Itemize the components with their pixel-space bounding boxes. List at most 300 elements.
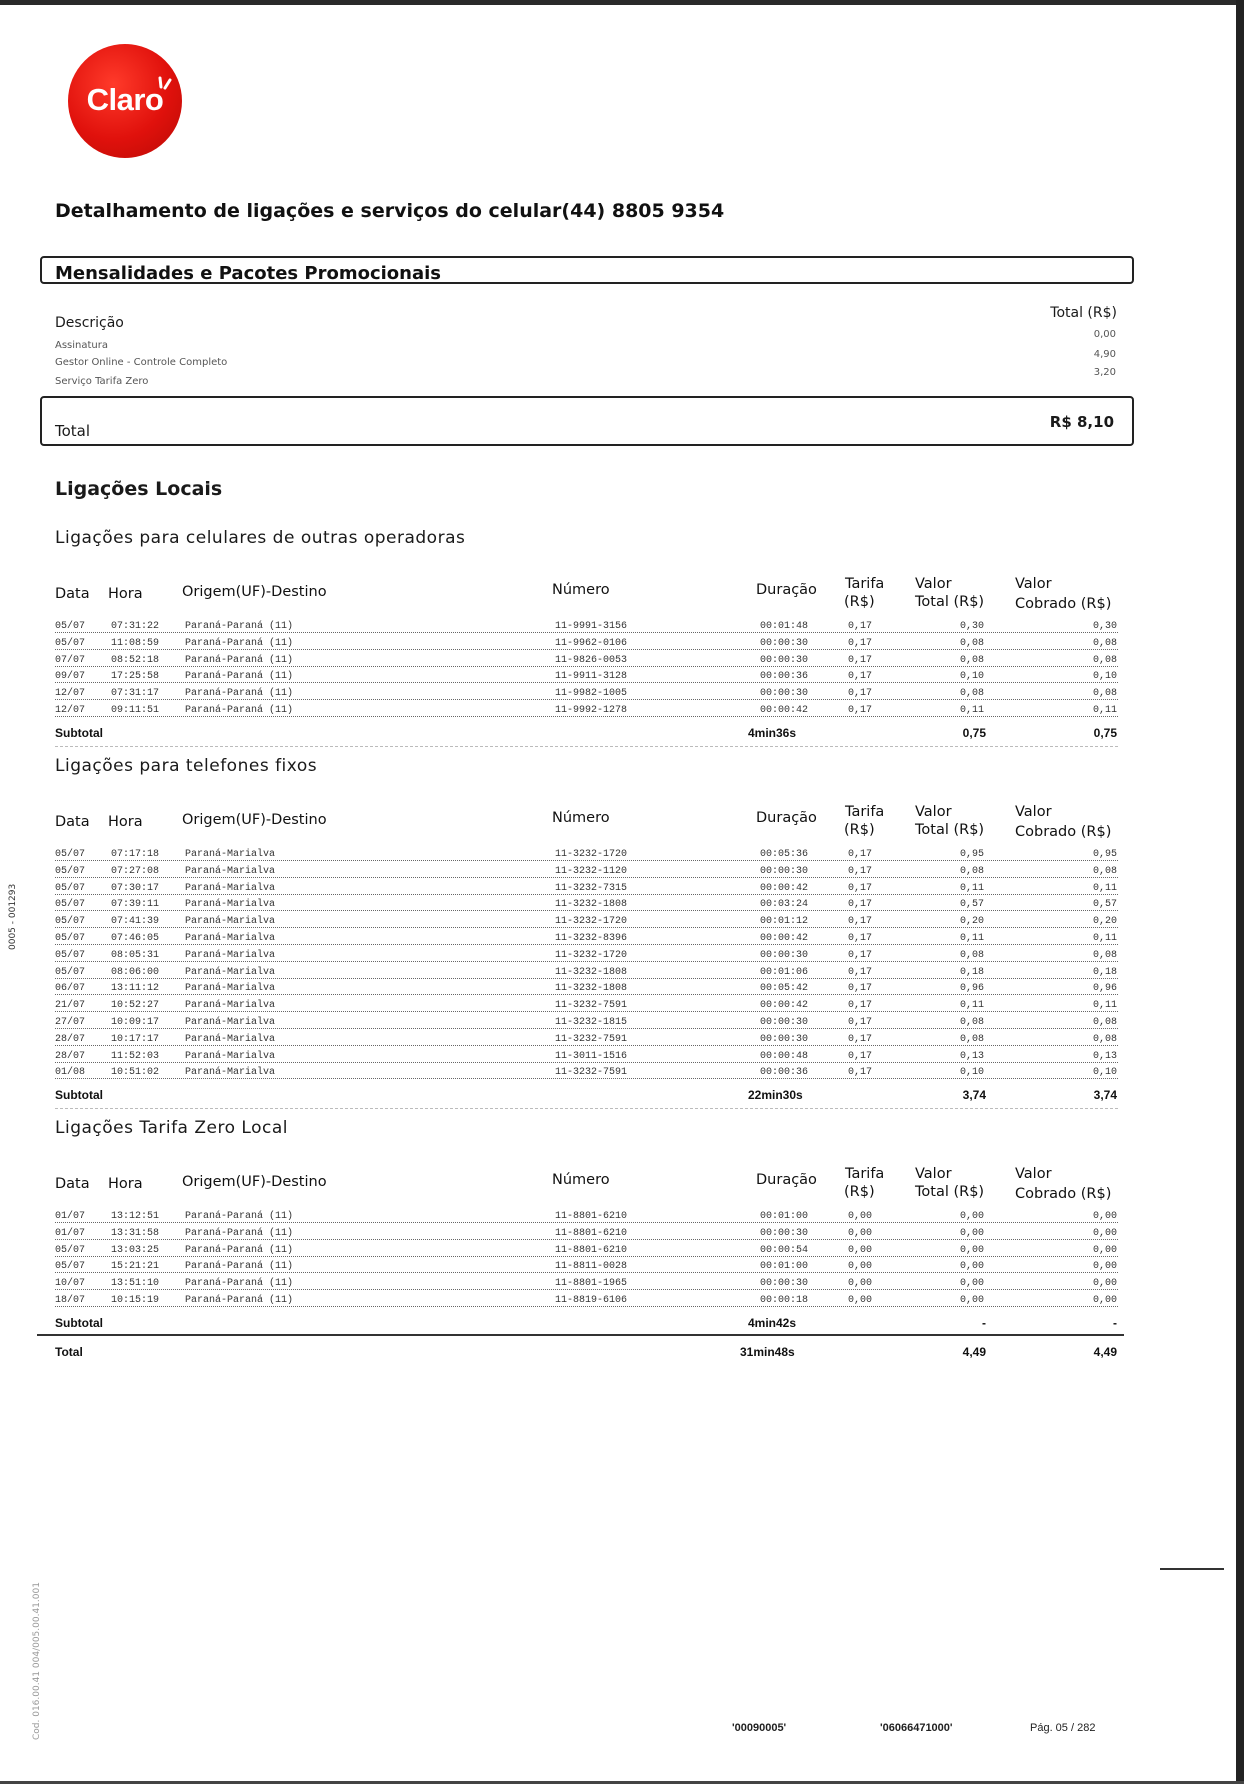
row-leader-line [55,649,1118,650]
cell-hora: 07:39:11 [108,899,162,910]
row-leader-line [55,632,1118,633]
cell-valor-cobrado: 0,08 [1078,1017,1117,1028]
cell-origem-destino: Paraná-Paraná (11) [182,1261,296,1272]
cell-valor-total: 0,13 [945,1051,987,1062]
cell-origem-destino: Paraná-Marialva [182,1067,278,1078]
cell-valor-total: 0,11 [945,705,987,716]
footer-code-2: '06066471000' [880,1722,953,1734]
cell-valor-cobrado: 0,10 [1078,671,1117,682]
col-header-valor-cobrado-unit: Cobrado (R$) [1015,824,1112,840]
cell-hora: 07:27:08 [108,866,162,877]
col-header-valor-cobrado: Valor [1015,576,1052,592]
col-header-valor-total-unit: Total (R$) [915,1184,985,1200]
row-leader-line [55,994,1118,995]
cell-data: 21/07 [55,1000,88,1011]
cell-duracao: 00:00:48 [757,1051,811,1062]
row-leader-line [55,716,1118,717]
cell-numero: 11-9991-3156 [552,621,630,632]
cell-tarifa: 0,17 [845,1017,875,1028]
col-header-valor-total-unit: Total (R$) [915,822,985,838]
row-leader-line [55,1256,1118,1257]
cell-data: 05/07 [55,638,88,649]
grand-total-value: 4,49 [962,1345,986,1359]
cell-numero: 11-3232-1815 [552,1017,630,1028]
cell-numero: 11-9962-0106 [552,638,630,649]
total-label: Total (R$) [1050,305,1117,321]
cell-tarifa: 0,17 [845,866,875,877]
cell-valor-cobrado: 0,00 [1078,1211,1117,1222]
claro-logo [68,44,182,158]
cell-data: 12/07 [55,688,88,699]
page-title: Detalhamento de ligações e serviços do celular(44) 8805 9354 [55,200,725,222]
cell-data: 01/07 [55,1228,88,1239]
row-leader-line [55,1272,1118,1273]
cell-origem-destino: Paraná-Marialva [182,950,278,961]
cell-tarifa: 0,17 [845,1000,875,1011]
cell-valor-cobrado: 0,11 [1078,705,1117,716]
col-header-tarifa: Tarifa [845,804,885,820]
col-header-tarifa: Tarifa [845,1166,885,1182]
cell-data: 05/07 [55,849,88,860]
cell-valor-total: 0,08 [945,1017,987,1028]
subtotal-charged: 3,74 [1093,1088,1117,1103]
cell-valor-total: 0,00 [945,1295,987,1306]
grand-total-duration: 31min48s [740,1345,795,1359]
cell-numero: 11-3232-7591 [552,1067,630,1078]
cell-valor-total: 0,00 [945,1245,987,1256]
cell-hora: 08:52:18 [108,655,162,666]
cell-duracao: 00:03:24 [757,899,811,910]
cell-hora: 15:21:21 [108,1261,162,1272]
cell-valor-cobrado: 0,95 [1078,849,1117,860]
col-header-valor-cobrado: Valor [1015,1166,1052,1182]
cell-valor-total: 0,95 [945,849,987,860]
cell-hora: 08:06:00 [108,967,162,978]
cell-hora: 13:12:51 [108,1211,162,1222]
row-leader-line [55,1045,1118,1046]
cell-valor-cobrado: 0,00 [1078,1261,1117,1272]
cell-valor-total: 0,30 [945,621,987,632]
subtotal-label: Subtotal [55,1088,103,1103]
cell-origem-destino: Paraná-Marialva [182,899,278,910]
section-title-local: Ligações Locais [55,478,223,500]
cell-origem-destino: Paraná-Marialva [182,967,278,978]
col-header-valor-total-unit: Total (R$) [915,594,985,610]
col-header-valor-total: Valor [915,1166,952,1182]
subtotal-label: Subtotal [55,1315,103,1330]
cell-tarifa: 0,17 [845,950,875,961]
cell-origem-destino: Paraná-Marialva [182,983,278,994]
row-leader-line [55,944,1118,945]
cell-numero: 11-3232-8396 [552,933,630,944]
cell-hora: 07:46:05 [108,933,162,944]
col-header-hora: Hora [108,586,143,602]
mens-item-value: 0,00 [1093,329,1116,340]
cell-valor-total: 0,08 [945,655,987,666]
cell-origem-destino: Paraná-Paraná (11) [182,671,296,682]
cell-origem-destino: Paraná-Marialva [182,866,278,877]
section-separator [55,1108,1118,1109]
cell-numero: 11-3232-1120 [552,866,630,877]
row-leader-line [55,1028,1118,1029]
cell-valor-total: 0,18 [945,967,987,978]
cell-valor-cobrado: 0,08 [1078,638,1117,649]
cell-data: 28/07 [55,1051,88,1062]
subsection-title: Ligações para celulares de outras operadoras [55,528,466,548]
subtotal-label: Subtotal [55,725,103,740]
cell-valor-cobrado: 0,08 [1078,655,1117,666]
grand-total-rule [37,1334,1124,1336]
cell-duracao: 00:00:30 [757,1278,811,1289]
cell-data: 05/07 [55,950,88,961]
cell-numero: 11-3232-1720 [552,916,630,927]
cell-tarifa: 0,17 [845,1034,875,1045]
cell-duracao: 00:00:42 [757,1000,811,1011]
cell-origem-destino: Paraná-Paraná (11) [182,1278,296,1289]
scan-edge-top [0,0,1244,5]
cell-hora: 10:15:19 [108,1295,162,1306]
row-leader-line [55,1306,1118,1307]
cell-valor-cobrado: 0,08 [1078,866,1117,877]
row-leader-line [55,1062,1118,1063]
cell-data: 10/07 [55,1278,88,1289]
cell-data: 05/07 [55,621,88,632]
cell-hora: 07:31:17 [108,688,162,699]
cell-data: 09/07 [55,671,88,682]
mensalidades-title: Mensalidades e Pacotes Promocionais [55,263,442,284]
cell-valor-total: 0,00 [945,1228,987,1239]
cell-duracao: 00:05:42 [757,983,811,994]
cell-hora: 07:41:39 [108,916,162,927]
cell-valor-cobrado: 0,00 [1078,1278,1117,1289]
col-header-tarifa-unit: (R$) [844,822,875,838]
cell-tarifa: 0,17 [845,933,875,944]
cell-valor-cobrado: 0,20 [1078,916,1117,927]
cell-data: 05/07 [55,916,88,927]
col-header-valor-cobrado: Valor [1015,804,1052,820]
mens-item-desc: Assinatura [55,340,109,351]
cell-valor-total: 0,08 [945,1034,987,1045]
cell-tarifa: 0,17 [845,705,875,716]
cell-data: 05/07 [55,933,88,944]
cell-hora: 07:31:22 [108,621,162,632]
cell-duracao: 00:05:36 [757,849,811,860]
cell-hora: 09:11:51 [108,705,162,716]
cell-valor-total: 0,00 [945,1278,987,1289]
cell-tarifa: 0,17 [845,899,875,910]
cell-numero: 11-9911-3128 [552,671,630,682]
cell-tarifa: 0,17 [845,688,875,699]
cell-hora: 10:09:17 [108,1017,162,1028]
cell-valor-cobrado: 0,18 [1078,967,1117,978]
mensalidades-total-label: Total [55,422,91,440]
cell-numero: 11-9826-0053 [552,655,630,666]
cell-origem-destino: Paraná-Marialva [182,1051,278,1062]
cell-duracao: 00:00:30 [757,950,811,961]
cell-duracao: 00:00:42 [757,933,811,944]
subtotal-duration: 22min30s [748,1088,803,1103]
cell-origem-destino: Paraná-Paraná (11) [182,1228,296,1239]
grand-total-label: Total [55,1345,83,1359]
cell-origem-destino: Paraná-Paraná (11) [182,655,296,666]
col-header-numero: Número [552,810,610,826]
row-leader-line [55,894,1118,895]
cell-data: 18/07 [55,1295,88,1306]
row-leader-line [55,699,1118,700]
cell-duracao: 00:00:30 [757,638,811,649]
cell-hora: 10:51:02 [108,1067,162,1078]
row-leader-line [55,1222,1118,1223]
cell-data: 05/07 [55,1245,88,1256]
cell-data: 01/08 [55,1067,88,1078]
row-leader-line [55,666,1118,667]
cell-duracao: 00:01:00 [757,1211,811,1222]
cell-tarifa: 0,17 [845,967,875,978]
cell-duracao: 00:00:30 [757,1228,811,1239]
cell-data: 01/07 [55,1211,88,1222]
cell-origem-destino: Paraná-Marialva [182,933,278,944]
row-leader-line [55,1289,1118,1290]
cell-valor-total: 0,08 [945,638,987,649]
col-header-tarifa-unit: (R$) [844,594,875,610]
row-leader-line [55,978,1118,979]
cell-numero: 11-3232-1720 [552,849,630,860]
cell-numero: 11-3232-7591 [552,1034,630,1045]
subtotal-value: 3,74 [962,1088,986,1103]
cell-tarifa: 0,17 [845,671,875,682]
cell-numero: 11-8801-6210 [552,1245,630,1256]
cell-data: 05/07 [55,899,88,910]
cell-data: 05/07 [55,1261,88,1272]
col-header-valor-cobrado-unit: Cobrado (R$) [1015,596,1112,612]
cell-tarifa: 0,17 [845,621,875,632]
cell-numero: 11-3232-1808 [552,967,630,978]
cell-valor-cobrado: 0,08 [1078,1034,1117,1045]
col-header-data: Data [55,1176,90,1192]
cell-data: 07/07 [55,655,88,666]
cell-valor-total: 0,20 [945,916,987,927]
footer-page: Pág. 05 / 282 [1030,1722,1096,1734]
row-leader-line [55,682,1118,683]
logo-text: Claro [86,82,164,117]
cell-duracao: 00:00:30 [757,1017,811,1028]
cell-duracao: 00:00:30 [757,655,811,666]
cell-valor-total: 0,11 [945,883,987,894]
cell-data: 05/07 [55,866,88,877]
cell-valor-total: 0,10 [945,671,987,682]
col-header-numero: Número [552,1172,610,1188]
subsection-title: Ligações Tarifa Zero Local [55,1118,288,1138]
cell-duracao: 00:01:06 [757,967,811,978]
cell-valor-cobrado: 0,10 [1078,1067,1117,1078]
cell-valor-total: 0,00 [945,1261,987,1272]
cell-valor-cobrado: 0,00 [1078,1245,1117,1256]
cell-valor-cobrado: 0,00 [1078,1295,1117,1306]
cell-valor-cobrado: 0,13 [1078,1051,1117,1062]
cell-hora: 13:51:10 [108,1278,162,1289]
desc-label: Descrição [55,315,124,331]
grand-total-charged: 4,49 [1093,1345,1117,1359]
cell-origem-destino: Paraná-Paraná (11) [182,621,296,632]
row-leader-line [55,1239,1118,1240]
col-header-hora: Hora [108,1176,143,1192]
cell-tarifa: 0,00 [845,1278,875,1289]
cell-tarifa: 0,17 [845,1051,875,1062]
col-header-duracao: Duração [756,582,817,598]
cell-valor-cobrado: 0,08 [1078,950,1117,961]
mensalidades-total-value: R$ 8,10 [1049,413,1114,431]
cell-duracao: 00:01:12 [757,916,811,927]
cell-data: 12/07 [55,705,88,716]
mens-item-desc: Serviço Tarifa Zero [55,376,149,387]
cell-numero: 11-8819-6106 [552,1295,630,1306]
cell-numero: 11-8801-6210 [552,1211,630,1222]
cell-valor-total: 0,11 [945,1000,987,1011]
cell-valor-total: 0,11 [945,933,987,944]
cell-valor-total: 0,10 [945,1067,987,1078]
row-leader-line [55,877,1118,878]
cell-valor-cobrado: 0,00 [1078,1228,1117,1239]
cell-valor-cobrado: 0,30 [1078,621,1117,632]
subtotal-charged: 0,75 [1093,725,1117,740]
cell-duracao: 00:00:36 [757,671,811,682]
cell-valor-cobrado: 0,08 [1078,688,1117,699]
cell-valor-cobrado: 0,96 [1078,983,1117,994]
cell-duracao: 00:00:36 [757,1067,811,1078]
col-header-numero: Número [552,582,610,598]
row-leader-line [55,1078,1118,1079]
cell-valor-total: 0,08 [945,950,987,961]
cell-tarifa: 0,17 [845,883,875,894]
cell-numero: 11-3232-1720 [552,950,630,961]
subtotal-value: 0,75 [962,725,986,740]
col-header-tarifa: Tarifa [845,576,885,592]
col-header-hora: Hora [108,814,143,830]
subtotal-value: - [982,1315,986,1330]
col-header-valor-total: Valor [915,804,952,820]
cell-origem-destino: Paraná-Paraná (11) [182,705,296,716]
cell-origem-destino: Paraná-Marialva [182,1017,278,1028]
cell-duracao: 00:01:48 [757,621,811,632]
cell-numero: 11-9982-1005 [552,688,630,699]
col-header-tarifa-unit: (R$) [844,1184,875,1200]
row-leader-line [55,860,1118,861]
cell-numero: 11-8811-0028 [552,1261,630,1272]
cell-numero: 11-3011-1516 [552,1051,630,1062]
cell-valor-cobrado: 0,57 [1078,899,1117,910]
mens-item-value: 3,20 [1093,367,1116,378]
cell-valor-total: 0,57 [945,899,987,910]
cell-tarifa: 0,17 [845,849,875,860]
cell-hora: 07:30:17 [108,883,162,894]
cell-valor-total: 0,96 [945,983,987,994]
cell-tarifa: 0,17 [845,655,875,666]
col-header-duracao: Duração [756,810,817,826]
cell-numero: 11-3232-7315 [552,883,630,894]
cell-valor-total: 0,00 [945,1211,987,1222]
col-header-origem: Origem(UF)-Destino [182,1174,327,1190]
cell-data: 05/07 [55,883,88,894]
footer-code-1: '00090005' [732,1722,787,1734]
cell-duracao: 00:00:30 [757,1034,811,1045]
subtotal-duration: 4min36s [748,725,797,740]
col-header-origem: Origem(UF)-Destino [182,812,327,828]
cell-valor-cobrado: 0,11 [1078,1000,1117,1011]
cell-tarifa: 0,17 [845,916,875,927]
cell-hora: 07:17:18 [108,849,162,860]
mensalidades-total-box [40,396,1134,446]
cell-duracao: 00:00:30 [757,866,811,877]
col-header-valor-cobrado-unit: Cobrado (R$) [1015,1186,1112,1202]
section-separator [55,746,1118,747]
cell-tarifa: 0,00 [845,1228,875,1239]
scan-edge-right [1236,0,1244,1784]
cell-duracao: 00:01:00 [757,1261,811,1272]
cell-valor-cobrado: 0,11 [1078,933,1117,944]
row-leader-line [55,927,1118,928]
col-header-valor-total: Valor [915,576,952,592]
mens-item-desc: Gestor Online - Controle Completo [55,357,228,368]
cell-hora: 17:25:58 [108,671,162,682]
col-header-duracao: Duração [756,1172,817,1188]
cell-hora: 13:31:58 [108,1228,162,1239]
cell-origem-destino: Paraná-Paraná (11) [182,1295,296,1306]
cell-origem-destino: Paraná-Paraná (11) [182,638,296,649]
subsection-title: Ligações para telefones fixos [55,756,318,776]
row-leader-line [55,961,1118,962]
cell-duracao: 00:00:42 [757,705,811,716]
cell-duracao: 00:00:42 [757,883,811,894]
cell-valor-total: 0,08 [945,866,987,877]
cell-data: 27/07 [55,1017,88,1028]
cell-origem-destino: Paraná-Paraná (11) [182,1211,296,1222]
row-leader-line [55,1011,1118,1012]
row-leader-line [55,910,1118,911]
col-header-origem: Origem(UF)-Destino [182,584,327,600]
cell-tarifa: 0,00 [845,1295,875,1306]
cell-tarifa: 0,17 [845,983,875,994]
cell-numero: 11-8801-1965 [552,1278,630,1289]
cell-hora: 13:11:12 [108,983,162,994]
cell-hora: 13:03:25 [108,1245,162,1256]
cell-valor-total: 0,08 [945,688,987,699]
cell-origem-destino: Paraná-Marialva [182,1034,278,1045]
mens-item-value: 4,90 [1093,349,1116,360]
cell-origem-destino: Paraná-Marialva [182,916,278,927]
subtotal-charged: - [1113,1315,1117,1330]
cell-numero: 11-8801-6210 [552,1228,630,1239]
side-code: 0005 - 001293 [8,883,18,950]
cell-numero: 11-3232-1808 [552,899,630,910]
cell-duracao: 00:00:30 [757,688,811,699]
col-header-data: Data [55,814,90,830]
col-header-data: Data [55,586,90,602]
cell-numero: 11-3232-1808 [552,983,630,994]
cell-tarifa: 0,00 [845,1245,875,1256]
cell-origem-destino: Paraná-Paraná (11) [182,688,296,699]
cell-origem-destino: Paraná-Marialva [182,883,278,894]
cell-data: 28/07 [55,1034,88,1045]
cell-data: 05/07 [55,967,88,978]
side-code-2: Cod. 016.00.41 004/005.00.41.001 [32,1582,42,1740]
cell-tarifa: 0,00 [845,1211,875,1222]
cell-numero: 11-9992-1278 [552,705,630,716]
cell-tarifa: 0,17 [845,1067,875,1078]
cell-tarifa: 0,17 [845,638,875,649]
cell-origem-destino: Paraná-Paraná (11) [182,1245,296,1256]
cell-hora: 10:17:17 [108,1034,162,1045]
subtotal-duration: 4min42s [748,1315,797,1330]
